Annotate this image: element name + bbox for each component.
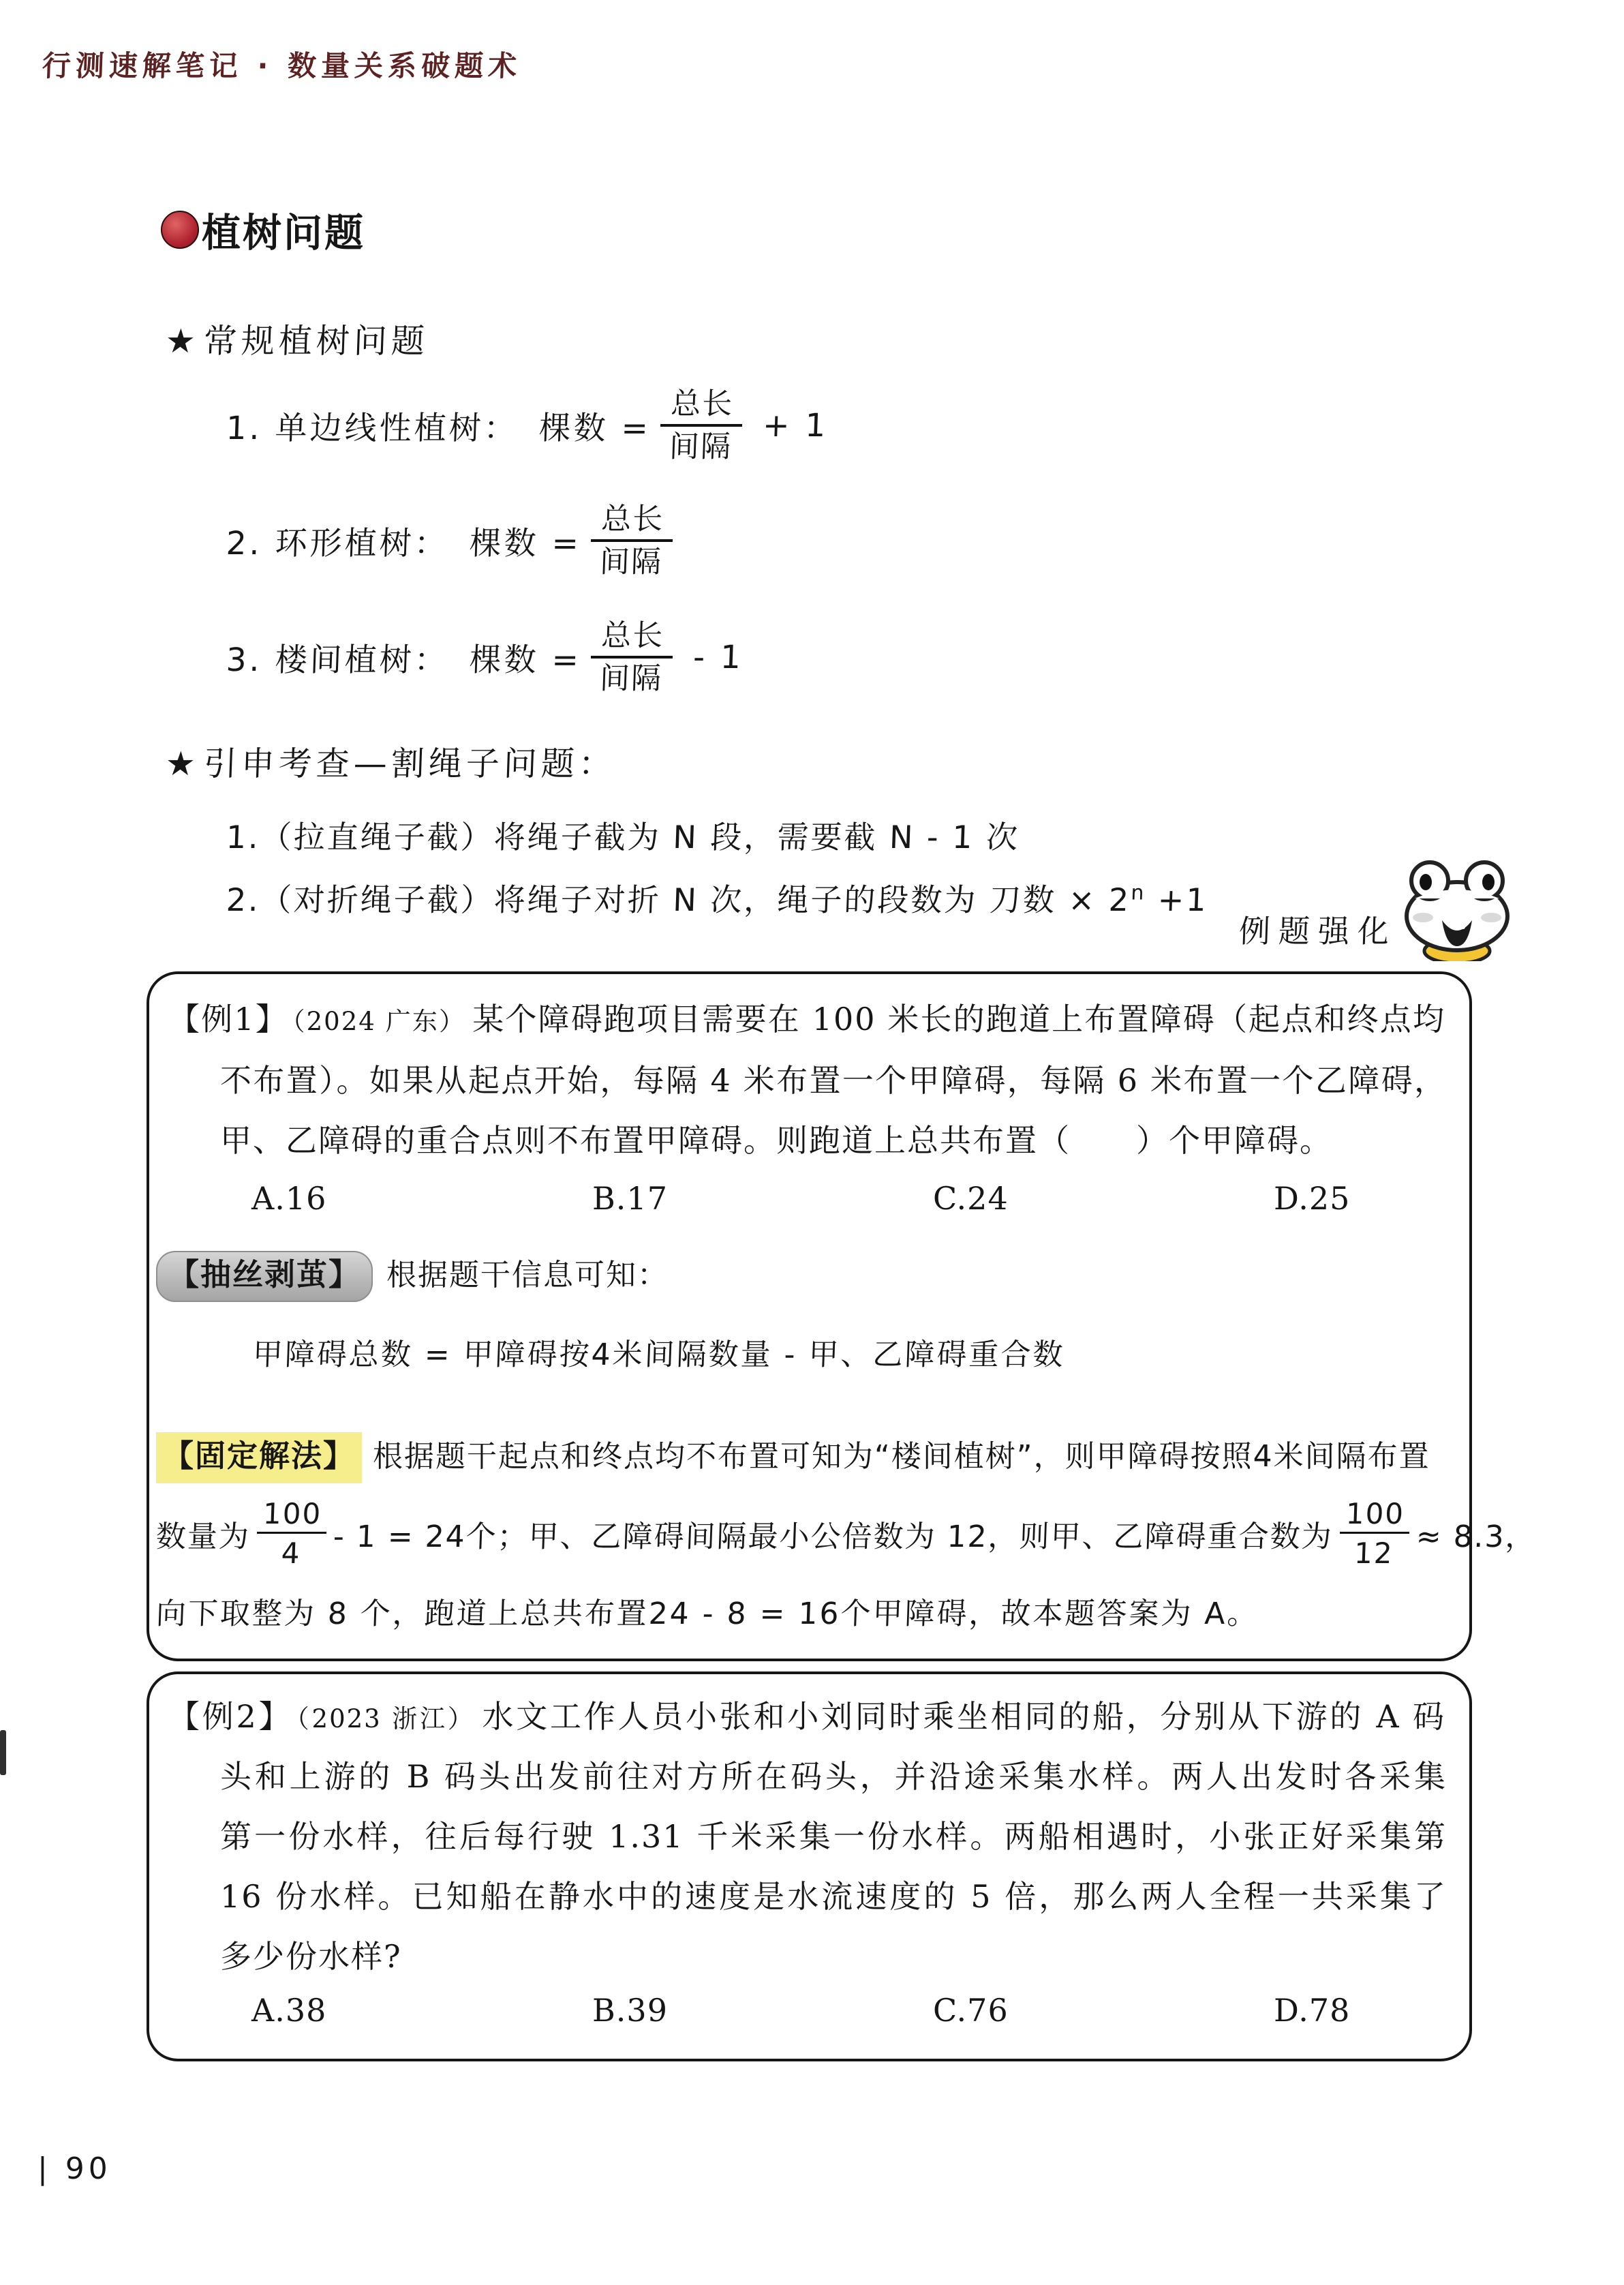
fraction-denominator: 12 <box>1353 1537 1394 1571</box>
fraction-numerator: 总长 <box>591 619 674 659</box>
option-a: A.16 <box>251 1180 327 1217</box>
fraction-numerator: 100 <box>257 1498 328 1534</box>
fraction <box>659 387 744 464</box>
formula-lhs: 棵数 = <box>468 641 582 679</box>
formula-label: 3. 楼间植树： <box>225 641 450 679</box>
fraction <box>589 502 674 579</box>
example2-line2: 头和上游的 B 码头出发前往对方所在码头，并沿途采集水样。两人出发时各采集 <box>220 1758 1447 1795</box>
example1-source: （2024 广东） <box>292 1007 466 1036</box>
formula-lhs: 棵数 = <box>468 524 582 562</box>
page-title: 植树问题 <box>202 210 365 256</box>
yellow-highlight <box>156 1432 362 1483</box>
solution-intro: 根据题干起点和终点均不布置可知为“楼间植树”，则甲障碍按照4米间隔布置 <box>373 1439 1430 1474</box>
solution-row <box>156 1432 1430 1483</box>
heading-rope-cutting <box>165 738 617 785</box>
solution-text-b: - 1 = 24个；甲、乙障碍间隔最小公倍数为 12，则甲、乙障碍重合数为 <box>333 1519 1334 1554</box>
rope-item-1: 1.（拉直绳子截）将绳子截为 N 段，需要截 N - 1 次 <box>225 819 1021 856</box>
example2-line5: 多少份水样? <box>220 1938 402 1975</box>
example2-line4: 16 份水样。已知船在静水中的速度是水流速度的 5 倍，那么两人全程一共采集了 <box>220 1878 1447 1915</box>
option-a: A.38 <box>251 1992 327 2029</box>
example2-line1-text: 水文工作人员小张和小刘同时乘坐相同的船，分别从下游的 A 码 <box>482 1698 1445 1735</box>
formula-suffix: + 1 <box>762 406 829 444</box>
solution-calculation <box>155 1498 1538 1569</box>
fraction-denominator: 间隔 <box>599 661 663 697</box>
fraction-numerator: 总长 <box>591 502 674 542</box>
option-c: C.24 <box>933 1180 1009 1217</box>
formula-circular-planting <box>225 502 694 579</box>
heading-regular-text: 常规植树问题 <box>202 322 429 361</box>
exponent-n: n <box>1130 881 1147 905</box>
formula-suffix: - 1 <box>692 638 744 676</box>
analysis-row <box>156 1251 669 1302</box>
badge-exercises-label: 例题强化 <box>1238 913 1398 950</box>
option-d: D.25 <box>1274 1180 1351 1217</box>
example1-line1 <box>168 997 1445 1044</box>
fraction-denominator: 间隔 <box>599 545 663 580</box>
fraction-denominator: 间隔 <box>669 429 733 465</box>
star-icon: ★ <box>164 744 196 783</box>
frog-icon <box>1385 853 1529 961</box>
example2-box <box>147 1671 1472 2061</box>
page-number: | 90 <box>37 2151 112 2186</box>
option-d: D.78 <box>1274 1992 1351 2029</box>
fraction-numerator: 100 <box>1340 1498 1411 1534</box>
section-title-row <box>161 202 365 258</box>
example1-tag: 【例1】 <box>168 1001 288 1038</box>
solution-text-c: ≈ 8.3， <box>1415 1519 1537 1554</box>
solution-text-a: 数量为 <box>155 1519 251 1554</box>
option-b: B.17 <box>592 1180 668 1217</box>
formula-linear-planting <box>225 387 829 464</box>
gray-highlight <box>156 1251 373 1302</box>
analysis-formula: 甲障碍总数 = 甲障碍按4米间隔数量 - 甲、乙障碍重合数 <box>251 1337 1066 1372</box>
fraction <box>1338 1498 1411 1569</box>
analysis-intro: 根据题干信息可知： <box>386 1258 669 1292</box>
heading-regular-planting <box>165 315 429 363</box>
formula-label: 1. 单边线性植树： <box>225 409 519 447</box>
example2-tag: 【例2】 <box>168 1698 293 1735</box>
example2-source: （2023 浙江） <box>296 1704 476 1734</box>
example2-options <box>251 1992 1614 2029</box>
option-c: C.76 <box>933 1992 1009 2029</box>
fraction-denominator: 4 <box>280 1537 302 1571</box>
fraction-numerator: 总长 <box>660 387 744 427</box>
analysis-tag: 【抽丝剥茧】 <box>168 1256 361 1292</box>
example2-line3: 第一份水样，往后每行驶 1.31 千米采集一份水样。两船相遇时，小张正好采集第 <box>220 1818 1447 1855</box>
rope-item-2 <box>226 875 1209 920</box>
example1-line3: 甲、乙障碍的重合点则不布置甲障碍。则跑道上总共布置（ ）个甲障碍。 <box>220 1122 1332 1159</box>
star-icon: ★ <box>164 322 196 361</box>
example1-line2: 不布置）。如果从起点开始，每隔 4 米布置一个甲障碍，每隔 6 米布置一个乙障碍， <box>220 1062 1447 1099</box>
option-b: B.39 <box>592 1992 668 2029</box>
red-dot-bullet-icon <box>161 211 199 249</box>
rope-item-2-text: 2.（对折绳子截）将绳子对折 N 次，绳子的段数为 刀数 × 2 <box>225 881 1132 918</box>
example2-line1 <box>168 1695 1445 1741</box>
formula-between-buildings <box>225 619 745 696</box>
example1-options <box>251 1180 1614 1217</box>
fraction <box>589 619 674 696</box>
solution-tag: 【固定解法】 <box>163 1438 356 1474</box>
example1-box <box>147 971 1537 1661</box>
formula-label: 2. 环形植树： <box>225 524 450 562</box>
rope-item-2-suffix: +1 <box>1145 881 1209 918</box>
example1-line1-text: 某个障碍跑项目需要在 100 米长的跑道上布置障碍（起点和终点均 <box>472 1001 1445 1038</box>
scan-artifact <box>0 1730 6 1775</box>
formula-lhs: 棵数 = <box>538 409 652 447</box>
book-header: 行测速解笔记 · 数量关系破题术 <box>42 49 522 82</box>
fraction <box>256 1498 328 1569</box>
heading-rope-text: 引申考查—割绳子问题： <box>202 744 617 783</box>
solution-conclusion: 向下取整为 8 个，跑道上总共布置24 - 8 = 16个甲障碍，故本题答案为 A。 <box>155 1597 1260 1631</box>
